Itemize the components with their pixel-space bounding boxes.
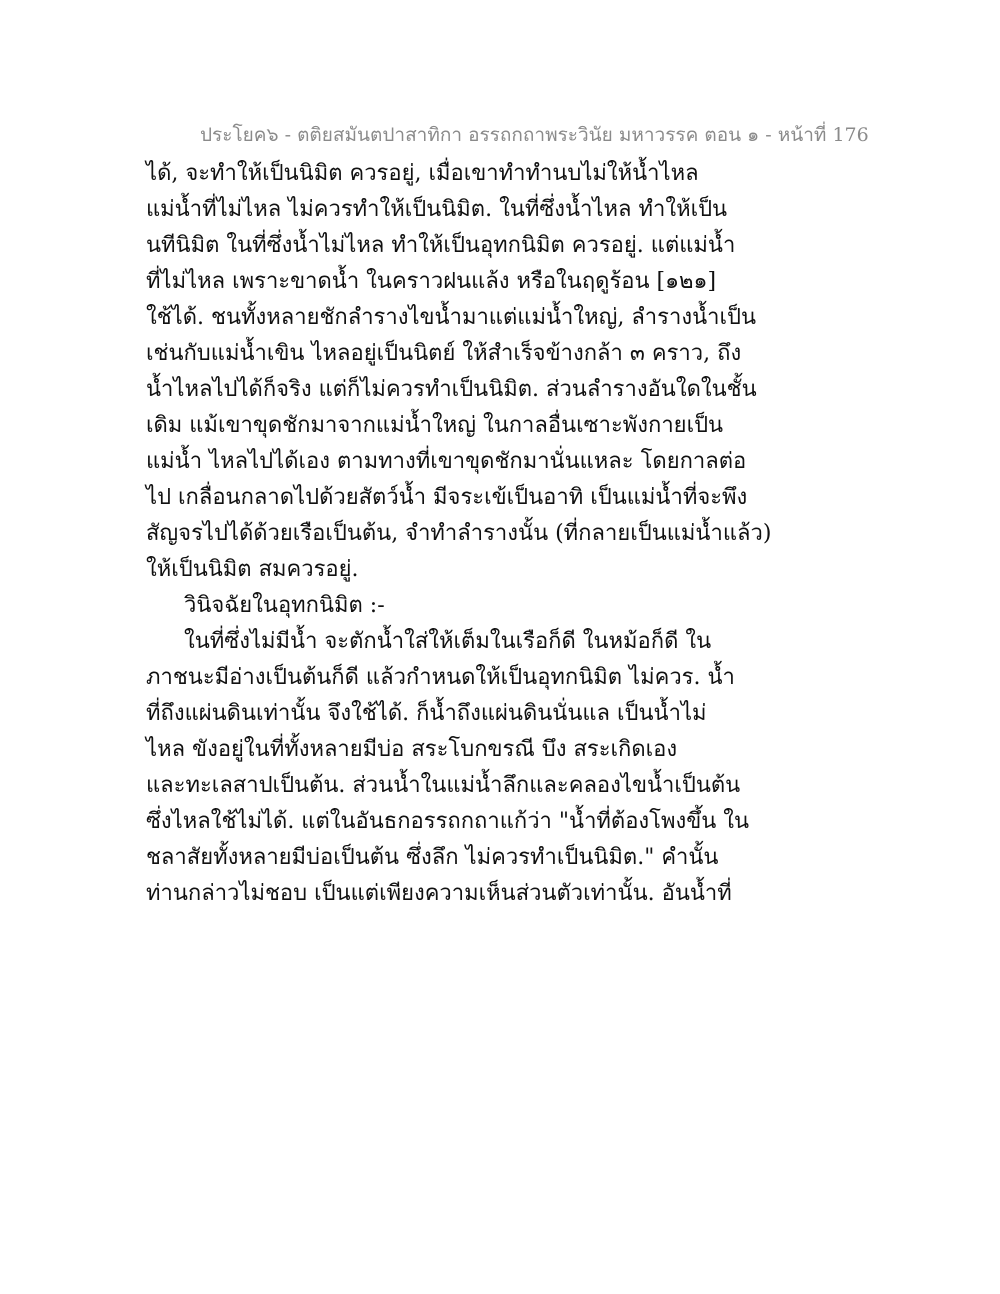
body-text [146,156,772,912]
text-line: น้ำไหลไปได้ก็จริง แต่ก็ไม่ควรทำเป็นนิมิต. ส่วนลำรางอันใดในชั้น [146,377,757,402]
text-line: ชลาสัยทั้งหลายมีบ่อเป็นต้น ซึ่งลึก ไม่ควรทำเป็นนิมิต." คำนั้น [146,845,719,870]
text-line: นทีนิมิต ในที่ซึ่งน้ำไม่ไหล ทำให้เป็นอุทกนิมิต ควรอยู่. แต่แม่น้ำ [146,233,736,258]
text-line: ได้, จะทำให้เป็นนิมิต ควรอยู่, เมื่อเขาทำทำนบไม่ให้น้ำไหล [146,161,699,186]
text-line: ไป เกลื่อนกลาดไปด้วยสัตว์น้ำ มีจระเข้เป็นอาทิ เป็นแม่น้ำที่จะพึง [146,485,748,510]
text-line: ซึ่งไหลใช้ไม่ได้. แต่ในอันธกอรรถกถาแก้ว่า "น้ำที่ต้องโพงขึ้น ใน [146,809,750,834]
text-line: ให้เป็นนิมิต สมควรอยู่. [146,557,359,582]
text-line: สัญจรไปได้ด้วยเรือเป็นต้น, จำทำลำรางนั้น (ที่กลายเป็นแม่น้ำแล้ว) [146,521,772,546]
text-line: ที่ถึงแผ่นดินเท่านั้น จึงใช้ได้. ก็น้ำถึงแผ่นดินนั่นแล เป็นน้ำไม่ [146,701,707,726]
text-line: ในที่ซึ่งไม่มีน้ำ จะตักน้ำใส่ให้เต็มในเรือก็ดี ในหม้อก็ดี ใน [184,629,712,654]
section-heading: วินิจฉัยในอุทกนิมิต :- [184,593,385,618]
text-line: และทะเลสาปเป็นต้น. ส่วนน้ำในแม่น้ำลึกและคลองไขน้ำเป็นต้น [146,773,741,798]
text-line: ที่ไม่ไหล เพราะขาดน้ำ ในคราวฝนแล้ง หรือในฤดูร้อน [๑๒๑] [146,269,717,294]
text-line: ท่านกล่าวไม่ชอบ เป็นแต่เพียงความเห็นส่วนตัวเท่านั้น. อันน้ำที่ [146,881,732,906]
text-line: เดิม แม้เขาขุดชักมาจากแม่น้ำใหญ่ ในกาลอื่นเซาะพังกายเป็น [146,413,724,438]
running-header: ประโยค๖ - ตติยสมันตปาสาทิกา อรรถกถาพระวินัย มหาวรรค ตอน ๑ - หน้าที่ 176 [200,124,869,146]
text-line: ใช้ได้. ชนทั้งหลายชักลำรางไขน้ำมาแต่แม่น้ำใหญ่, ลำรางน้ำเป็น [146,305,756,330]
text-line: ภาชนะมีอ่างเป็นต้นก็ดี แล้วกำหนดให้เป็นอุทกนิมิต ไม่ควร. น้ำ [146,665,735,690]
text-line: ไหล ขังอยู่ในที่ทั้งหลายมีบ่อ สระโบกขรณี บึง สระเกิดเอง [146,737,678,762]
text-line: เช่นกับแม่น้ำเขิน ไหลอยู่เป็นนิตย์ ให้สำเร็จข้างกล้า ๓ คราว, ถึง [146,341,742,366]
text-line: แม่น้ำที่ไม่ไหล ไม่ควรทำให้เป็นนิมิต. ในที่ซึ่งน้ำไหล ทำให้เป็น [146,197,728,222]
text-line: แม่น้ำ ไหลไปได้เอง ตามทางที่เขาขุดชักมานั่นแหละ โดยกาลต่อ [146,449,747,474]
